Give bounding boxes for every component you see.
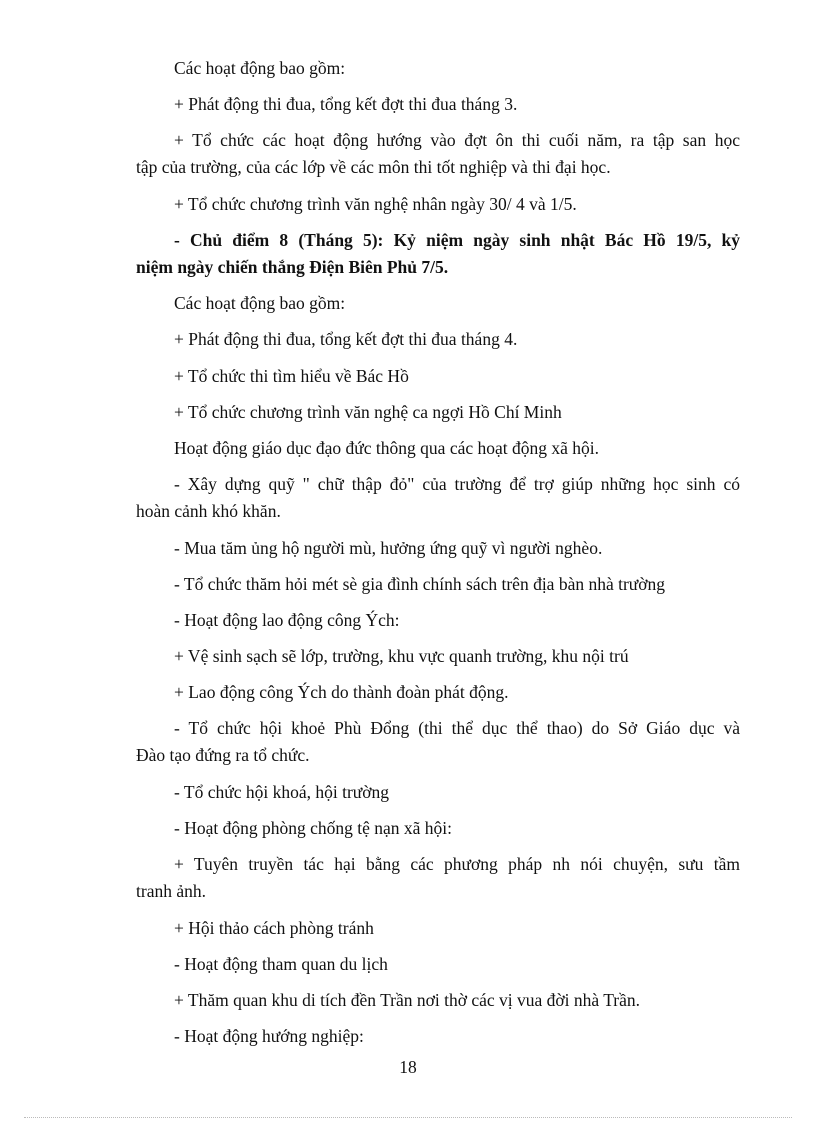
paragraph-line: tranh ảnh. xyxy=(136,881,206,901)
section-heading-line: - Chủ điểm 8 (Tháng 5): Kỷ niệm ngày sinh nhật Bác Hồ 19/5, kỷ xyxy=(174,230,740,250)
paragraph-line: + Tổ chức thi tìm hiểu về Bác Hồ xyxy=(174,366,409,386)
paragraph-line: Đào tạo đứng ra tổ chức. xyxy=(136,745,310,765)
paragraph-line: + Tuyên truyền tác hại bằng các phương pháp nh nói chuyện, sưu tầm xyxy=(174,854,740,874)
paragraph-line: - Hoạt động hướng nghiệp: xyxy=(174,1026,364,1046)
paragraph-line: - Tổ chức thăm hỏi mét sè gia đình chính sách trên địa bàn nhà trường xyxy=(174,574,666,594)
section-heading-line: niệm ngày chiến thắng Điện Biên Phủ 7/5. xyxy=(136,257,449,277)
paragraph-line: - Tổ chức hội khoá, hội trường xyxy=(174,782,390,802)
paragraph-line: + Hội thảo cách phòng tránh xyxy=(174,918,374,938)
paragraph-line: - Mua tăm ủng hộ người mù, hưởng ứng quỹ vì người nghèo. xyxy=(174,538,603,558)
paragraph-line: + Phát động thi đua, tổng kết đợt thi đua tháng 3. xyxy=(174,94,518,114)
paragraph-line: - Hoạt động tham quan du lịch xyxy=(174,954,388,974)
paragraph-line: + Lao động công Ých do thành đoàn phát động. xyxy=(174,682,509,702)
paragraph-line: + Tổ chức chương trình văn nghệ ca ngợi Hồ Chí Minh xyxy=(174,402,562,422)
paragraph-line: tập của trường, của các lớp về các môn thi tốt nghiệp và thi đại học. xyxy=(136,157,611,177)
paragraph-line: Hoạt động giáo dục đạo đức thông qua các hoạt động xã hội. xyxy=(174,438,599,458)
paragraph-line: + Thăm quan khu di tích đền Trần nơi thờ các vị vua đời nhà Trần. xyxy=(174,990,641,1010)
paragraph-line: hoàn cảnh khó khăn. xyxy=(136,501,281,521)
paragraph-line: - Hoạt động phòng chống tệ nạn xã hội: xyxy=(174,818,453,838)
paragraph-line: Các hoạt động bao gồm: xyxy=(174,58,346,78)
paragraph-line: Các hoạt động bao gồm: xyxy=(174,293,346,313)
paragraph-line: + Tổ chức các hoạt động hướng vào đợt ôn thi cuối năm, ra tập san học xyxy=(174,130,740,150)
paragraph-line: + Phát động thi đua, tổng kết đợt thi đua tháng 4. xyxy=(174,329,518,349)
page-number: 18 xyxy=(399,1057,417,1077)
paragraph-line: - Xây dựng quỹ " chữ thập đỏ" của trường để trợ giúp những học sinh có xyxy=(174,474,740,494)
page-bottom-divider xyxy=(24,1117,792,1118)
paragraph-line: - Tổ chức hội khoẻ Phù Đổng (thi thể dục thể thao) do Sở Giáo dục và xyxy=(174,718,740,738)
paragraph-line: + Vệ sinh sạch sẽ lớp, trường, khu vực quanh trường, khu nội trú xyxy=(174,646,629,666)
paragraph-line: - Hoạt động lao động công Ých: xyxy=(174,610,400,630)
paragraph-line: + Tổ chức chương trình văn nghệ nhân ngày 30/ 4 và 1/5. xyxy=(174,194,577,214)
